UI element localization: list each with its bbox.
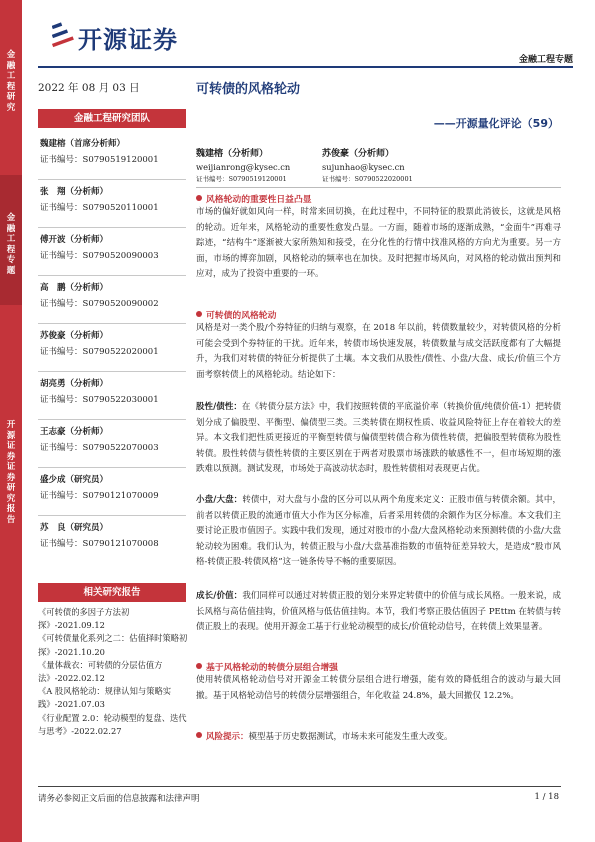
analyst-name: 苏俊豪（分析师） <box>40 331 109 341</box>
analyst-name: 盛少成（研究员） <box>40 475 109 485</box>
paragraph-growth-value <box>196 589 561 636</box>
analyst-cert: 证书编号：S0790522030001 <box>40 395 159 405</box>
paragraph-text: 在《转债分层方法》中，我们按照转债的平底溢价率（转换价值/纯债价值-1）把转债划分成了偏股型、平衡型、偏债型三类。三类转债在期权性质、收益风险特征上存在着较大的差异。本文我们把性质更接近的平衡型转债与偏债型转债合称为债性转债，把偏股型转债称为股性转债。股性转债与债性转债的主要区别在于两者对股票市场涨跌的敏感性不一，但市场短期的涨跌难以预测。测试发现，市场处于高波动状态时，股性转债相对表现更占优。 <box>196 402 561 475</box>
analyst-cert: 证书编号：S0790520110001 <box>40 203 159 213</box>
report-subtitle: ——开源量化评论（59） <box>433 117 559 130</box>
paragraph-stock-bond <box>196 400 561 478</box>
analyst-cert: 证书编号：S0790121070008 <box>40 539 159 549</box>
analyst-divider <box>38 515 186 516</box>
analyst-name: 苏 良（研究员） <box>40 523 109 533</box>
section-body: 市场的偏好就如风向一样，时常来回切换，在此过程中，不同特征的股票此消彼长，这就是风格的轮动。近年来，风格轮动的重要性愈发凸显。一方面，随着市场的逐渐成熟，“金面牛”再难寻踪迹，“结构牛”逐渐被大家所熟知和接受，在分化性的行情中找准风格的方向尤为重要。另一方面，市场的博弈加剧，风格轮动的频率也在加快。及时把握市场风向，对风格的轮动做出预判和应对，成为了投资中重要的一环。 <box>196 207 561 280</box>
analyst-cert: 证书编号：S0790520090003 <box>40 251 159 261</box>
footer-disclaimer: 请务必参阅正文后面的信息披露和法律声明 <box>38 794 200 804</box>
section-heading <box>196 192 312 205</box>
paragraph-label: 小盘/大盘： <box>196 495 243 505</box>
section-title: 基于风格轮动的转债分层组合增强 <box>206 663 338 673</box>
report-title: 可转债的风格轮动 <box>196 82 301 97</box>
section-body: 风格是对一类个股/个券特征的归纳与观察，在 2018 年以前，转债数量较少，对转债风格的分析可能会受到个券特征的干扰。近年来，转债市场快速发展，转债数量与成交活跃度都有了大幅提升，为我们对转债的特征分析提供了土壤。本文我们从股性/债性、小盘/大盘、成长/价值三个方面考察转债上的风格轮动。结论如下： <box>196 323 561 380</box>
sidebar-label-company <box>0 420 22 560</box>
analyst-name: 张 翔（分析师） <box>40 187 109 197</box>
analyst-name: 胡亮勇（分析师） <box>40 379 109 389</box>
logo-wordmark: 开源证券 <box>78 26 178 54</box>
bullet-icon <box>196 732 202 738</box>
left-sidebar <box>0 0 22 842</box>
analyst-entry <box>40 474 188 502</box>
analyst-cert: 证书编号：S0790522020001 <box>40 347 159 357</box>
related-reports-list <box>38 606 188 738</box>
header-divider <box>38 66 573 68</box>
paragraph-text: 转债中，对大盘与小盘的区分可以从两个角度来定义：正股市值与转债余额。其中，前者以转债正股的流通市值大小作为区分标准，后者采用转债的余额作为区分标准。本文我们主要讨论正股市值因子。实践中我们发现，通过对股市的小盘/大盘风格轮动来预测转债的小盘/大盘轮动较为困难。我们认为，转债正股与小盘/大盘基准指数的市值特征差异较大，是造成“股市风格-转债正股-转债风格”这一链条传导不畅的重要原因。 <box>196 495 561 568</box>
analyst-entry <box>40 186 188 214</box>
section-title: 风格轮动的重要性日益凸显 <box>206 195 312 205</box>
sidebar-text-research: 金融工程研究 <box>6 50 16 113</box>
sidebar-text-topic: 金融工程专题 <box>6 213 16 276</box>
analyst-divider <box>38 275 186 276</box>
analyst-entry <box>40 522 188 550</box>
bullet-icon <box>196 311 202 317</box>
analyst-name: 高 鹏（分析师） <box>40 283 109 293</box>
author-block <box>322 148 413 186</box>
paragraph-size <box>196 493 561 571</box>
analyst-entry <box>40 426 188 454</box>
analyst-cert: 证书编号：S0790520090002 <box>40 299 159 309</box>
section-heading <box>196 660 338 673</box>
analyst-divider <box>38 371 186 372</box>
sidebar-label-topic <box>0 175 22 305</box>
author-cert: 证书编号：S0790519120001 <box>196 175 287 183</box>
related-report-item[interactable]: 《可转债量化系列之二：估值择时策略初探》-2021.10.20 <box>38 633 188 657</box>
paragraph-label: 成长/价值： <box>196 591 243 601</box>
team-heading: 金融工程研究团队 <box>38 109 186 128</box>
analyst-divider <box>38 227 186 228</box>
analyst-name: 魏建榕（首席分析师） <box>40 139 126 149</box>
analyst-divider <box>38 419 186 420</box>
analyst-entry <box>40 282 188 310</box>
author-email[interactable]: weijianrong@kysec.cn <box>196 161 291 172</box>
related-report-item[interactable]: 《量体裁衣：可转债的分层估值方法》-2022.02.12 <box>38 659 163 684</box>
kysec-logo-icon <box>52 20 76 48</box>
bullet-icon <box>196 195 202 201</box>
section-body: 使用转债风格轮动信号对开源金工转债分层组合进行增强，能有效的降低组合的波动与最大回撤。基于风格轮动信号的转债分层增强组合，年化收益 24.8%，最大回撤仅 12.2%。 <box>196 675 561 701</box>
risk-text: 模型基于历史数据测试，市场未来可能发生重大改变。 <box>248 732 453 742</box>
section-title: 可转债的风格轮动 <box>206 311 277 321</box>
bullet-icon <box>196 663 202 669</box>
sidebar-label-research <box>0 50 22 160</box>
analyst-entry <box>40 378 188 406</box>
analyst-cert: 证书编号：S0790522070003 <box>40 443 159 453</box>
page-number: 1 / 18 <box>534 792 559 802</box>
author-cert: 证书编号：S0790522020001 <box>322 175 413 183</box>
analyst-cert: 证书编号：S0790519120001 <box>40 155 159 165</box>
related-report-item[interactable]: 《可转债的多因子方法初探》-2021.09.12 <box>38 607 130 631</box>
author-email[interactable]: sujunhao@kysec.cn <box>322 161 405 172</box>
paragraph-label: 股性/债性： <box>196 402 242 412</box>
analyst-entry <box>40 138 188 166</box>
paragraph-text: 我们同样可以通过对转债正股的划分来界定转债中的价值与成长风格。一般来说，成长风格与高估值挂钩，价值风格与低估值挂钩。本节，我们考察正股估值因子 PEttm 在转债与转债正股上的表现。使用开源金工基于行业轮动模型的成长/价值轮动信号，在转债上效果显著。 <box>196 591 561 633</box>
analyst-divider <box>38 467 186 468</box>
related-reports-heading: 相关研究报告 <box>38 583 186 602</box>
related-report-item[interactable]: 《A 股风格轮动：规律认知与策略实践》-2021.07.03 <box>38 686 172 710</box>
report-date: 2022 年 08 月 03 日 <box>38 82 140 94</box>
report-type-label: 金融工程专题 <box>518 55 573 65</box>
footer-divider <box>38 786 561 787</box>
analyst-entry <box>40 330 188 358</box>
sidebar-text-company: 开源证券 证券研究报告 <box>6 420 16 525</box>
analyst-cert: 证书编号：S0790121070009 <box>40 491 159 501</box>
author-divider <box>196 187 561 188</box>
related-report-item[interactable]: 《行业配置 2.0：轮动模型的复盘、迭代与思考》-2022.02.27 <box>38 712 187 736</box>
section-heading <box>196 308 276 321</box>
analyst-entry <box>40 234 188 262</box>
author-block <box>196 148 290 186</box>
analyst-name: 傅开波（分析师） <box>40 235 109 245</box>
author-name: 苏俊豪（分析师） <box>322 149 395 159</box>
analyst-divider <box>38 323 186 324</box>
author-name: 魏建榕（分析师） <box>196 149 269 159</box>
risk-label: 风险提示： <box>206 732 249 742</box>
analyst-name: 王志豪（分析师） <box>40 427 109 437</box>
analyst-divider <box>38 179 186 180</box>
risk-note <box>196 730 561 746</box>
